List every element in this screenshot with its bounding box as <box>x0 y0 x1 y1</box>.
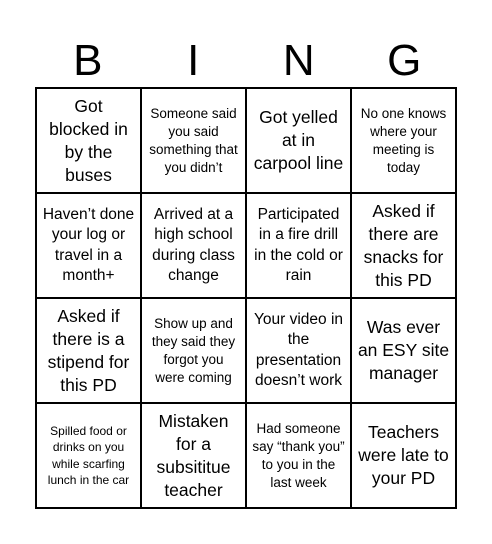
bingo-cell-r1c3[interactable] <box>246 88 351 193</box>
bingo-cell-text: Got yelled at in carpool line <box>253 107 344 173</box>
header-letter-n: N <box>282 36 315 85</box>
bingo-cell-r2c4[interactable] <box>351 193 456 298</box>
bingo-cell-text: No one knows where your meeting is today <box>360 105 447 175</box>
bingo-cell-text: Spilled food or drinks on you while scarfing lunch in the car <box>47 423 130 487</box>
bingo-cell-r3c4[interactable] <box>351 298 456 403</box>
bingo-cell-text: Asked if there are snacks for this PD <box>363 200 444 290</box>
bingo-cell-r1c1[interactable] <box>36 88 141 193</box>
bingo-cell-text: Teachers were late to your PD <box>358 422 449 488</box>
bingo-cell-text: Got blocked in by the buses <box>49 95 128 185</box>
bingo-cell-text: Someone said you said something that you didn’t <box>149 105 238 175</box>
bingo-cell-r3c3[interactable] <box>246 298 351 403</box>
bingo-cell-text: Show up and they said they forgot you were coming <box>151 315 236 385</box>
bingo-cell-text: Was ever an ESY site manager <box>357 317 450 383</box>
bingo-cell-r2c1[interactable] <box>36 193 141 298</box>
bingo-header <box>35 36 457 86</box>
bingo-cell-r3c1[interactable] <box>36 298 141 403</box>
bingo-cell-r1c4[interactable] <box>351 88 456 193</box>
bingo-cell-r4c2[interactable] <box>141 403 246 508</box>
bingo-cell-r4c3[interactable] <box>246 403 351 508</box>
bingo-cell-text: Mistaken for a subsititue teacher <box>156 410 231 500</box>
bingo-cell-text: Asked if there is a stipend for this PD <box>47 305 130 395</box>
bingo-cell-text: Arrived at a high school during class change <box>152 205 235 284</box>
header-letter-b: B <box>73 36 103 85</box>
bingo-cell-text: Participated in a fire drill in the cold or rain <box>254 205 343 284</box>
bingo-cell-text: Your video in the presentation doesn’t work <box>253 310 344 389</box>
bingo-cell-text: Haven’t done your log or travel in a month+ <box>42 205 135 284</box>
bingo-cell-text: Had someone say “thank you” to you in the last week <box>252 420 345 490</box>
bingo-cell-r2c2[interactable] <box>141 193 246 298</box>
bingo-cell-r4c1[interactable] <box>36 403 141 508</box>
bingo-card-grid <box>35 87 457 509</box>
header-letter-i: I <box>187 36 200 85</box>
bingo-cell-r4c4[interactable] <box>351 403 456 508</box>
header-letter-g: G <box>387 36 422 85</box>
bingo-cell-r2c3[interactable] <box>246 193 351 298</box>
bingo-cell-r3c2[interactable] <box>141 298 246 403</box>
bingo-cell-r1c2[interactable] <box>141 88 246 193</box>
